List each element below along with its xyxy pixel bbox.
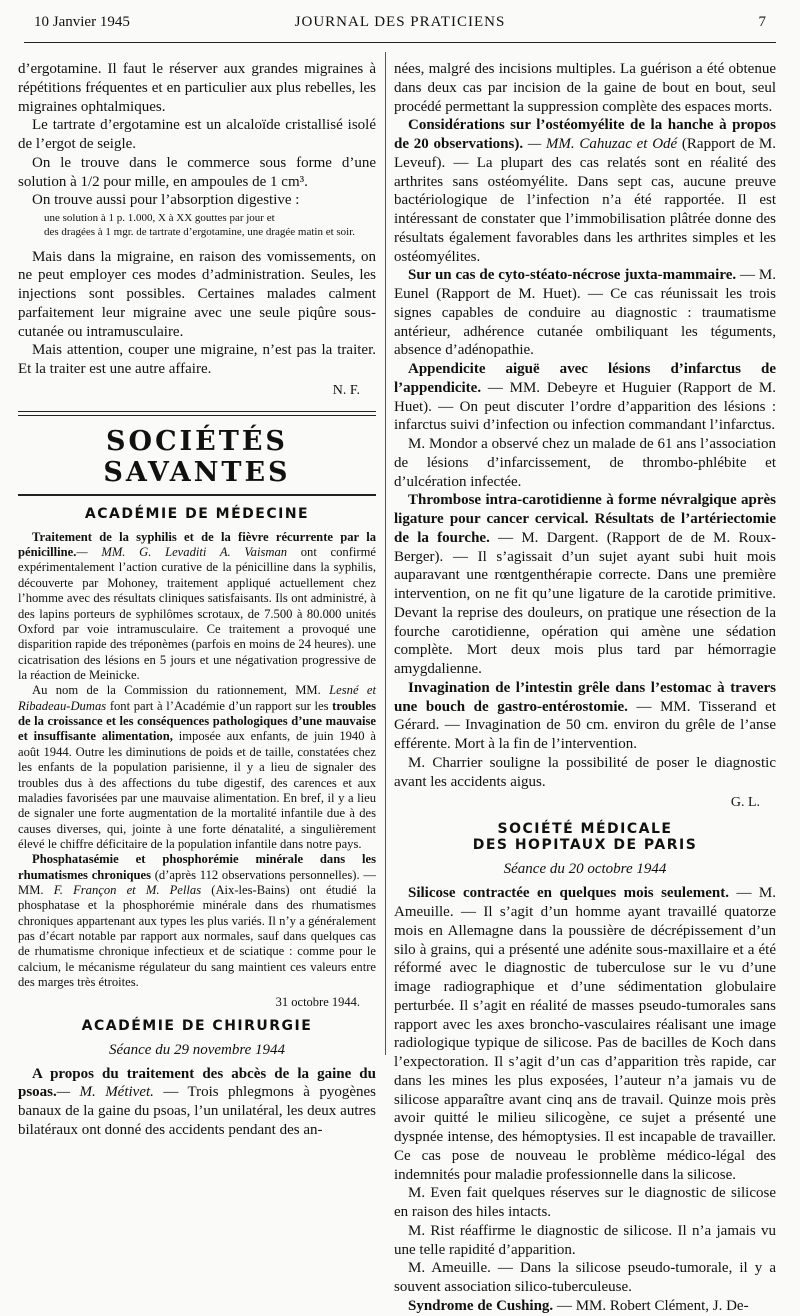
article-title: Phosphatasémie et phosphorémie minérale dans les rhumatismes chroniques — [18, 852, 376, 882]
article-title: Appendicite aiguë avec lésions d’infarctus de l’appendicite. — [394, 361, 776, 396]
paragraph: On le trouve dans le commerce sous forme d’une solution à 1/2 pour mille, en ampoules de 1 cm³. — [18, 154, 376, 190]
article — [394, 1297, 776, 1316]
article-text: — MM. Debeyre et Huguier (Rapport de M. Huet). — On peut discuter l’ordre d’apparition des lésions : infarctus suivi d’infection ou infection commandant l’infarctus. — [394, 379, 776, 434]
article-text: — M. Dargent. (Rapport de de M. Roux-Berger). — Il s’agissait d’un sujet ayant subi huit mois auparavant une rœntgenthérapie correcte. Dans une première intervention, on ne fit qu’une ligature de la carotide primitive. Devant la reprise des douleurs, on pratique une résection de la fourche carotidienne, opération qui amène une sédation complète. Mort deux mois plus tard par hémorragie amygdalienne. — [394, 529, 776, 677]
article-title: Thrombose intra-carotidienne à forme névralgique après ligature pour cancer cervical. Résultats de l’artériectomie de la fourche. — [394, 492, 776, 546]
article-text: (d’après 112 observations personnelles). — MM. — [18, 867, 376, 898]
article-text: (Rapport de M. Leveuf). — La plupart des cas relatés sont en réalité des arthrites sans ostéomyélite. Dans sept cas, aucune preuve bactériologique de l’infection n’a été rapportée. Il est intéressant de constater que l’immobilisation plâtrée donne des résultats également favorables dans les arthrites simples et les ostéomyélites. — [394, 136, 776, 265]
journal-title: JOURNAL DES PRATICIENS — [294, 14, 506, 30]
paragraph: d’ergotamine. Il faut le réserver aux grandes migraines à répétitions fréquentes et en particulier aux plus rebelles, les migraines ophtalmiques. — [18, 61, 376, 115]
prescription-block — [18, 212, 376, 240]
author-signature: G. L. — [730, 795, 760, 811]
article-text: (Aix-les-Bains) ont étudié la phosphatase et la phosphorémie minérale dans des rhumatismes chroniques appartenant aux types les plus variés. Il n’y a généralement pas d’écart notable par rapport aux normales, sauf dans quelques cas de rhumatisme chronique infectieux et de sciatique : comme pour le calcium, le mécanisme régulateur du sang maintient ces valeurs entre des marges très étroites. — [18, 883, 377, 990]
article-authors: — MM. G. Levaditi A. Vaisman — [76, 545, 288, 560]
section-title: SOCIÉTÉS SAVANTES — [103, 425, 291, 488]
header-date: 10 Janvier 1945 — [34, 14, 130, 30]
article-text: — M. Eunel (Rapport de M. Huet). — Ce cas réunissait les trois signes capables de conduire au diagnostic : traumatisme antérieur, adhérence cutanée ombiliquant les téguments, absence d’adénopathie. — [394, 267, 776, 359]
article-text: — Trois phlegmons à pyogènes banaux de la gaine du psoas, l’un unilatéral, les deux autres bilatéraux ont donné des accidents pendant des an- — [18, 1084, 376, 1138]
paragraph: nées, malgré des incisions multiples. La guérison a été obtenue dans deux cas par incision de la gaine de bout en bout, seul procédé permettant la suppression complète des espaces morts. — [394, 61, 776, 115]
article — [394, 360, 776, 435]
article — [394, 266, 776, 360]
paragraph: Le tartrate d’ergotamine est un alcaloïde cristallisé isolé de l’ergot de seigle. — [18, 117, 376, 152]
session-date: Séance du 20 octobre 1944 — [503, 861, 667, 878]
column-divider — [385, 52, 386, 1055]
article-title: Sur un cas de cyto-stéato-nécrose juxta-mammaire. — [408, 267, 737, 284]
article-title: A propos du traitement des abcès de la gaine du psoas. — [18, 1065, 376, 1101]
article-text: — MM. Tisserand et Gérard. — Invagination de 50 cm. environ du grêle de l’anse efférente. Mort à la fin de l’intervention. — [394, 698, 776, 752]
article — [18, 1065, 376, 1140]
article-authors: Lesné et Ribadeau-Dumas — [18, 683, 376, 713]
article-authors: — M. Métivet. — [56, 1084, 154, 1101]
session-date: Séance du 29 novembre 1944 — [108, 1041, 286, 1058]
article-title: Considérations sur l’ostéomyélite de la hanche à propos de 20 observations). — [394, 117, 776, 152]
page-header — [24, 14, 776, 40]
author-signature: N. F. — [332, 382, 360, 398]
article — [394, 884, 776, 1184]
article-authors: — MM. Cahuzac et Odé — [523, 136, 678, 152]
right-column — [394, 60, 776, 1314]
report-date: 31 octobre 1944. — [275, 994, 360, 1009]
left-column — [18, 60, 377, 1138]
article — [18, 530, 376, 684]
article-title: Silicose contractée en quelques mois seulement. — [408, 885, 729, 902]
article-authors: F. Françon et M. Pellas — [53, 883, 202, 898]
article-text: Au nom de la Commission du rationnement, MM. — [32, 683, 330, 698]
article — [18, 852, 376, 990]
article-text: — M. Ameuille. — Il s’agit d’un homme ayant travaillé quatorze mois en Allemagne dans la poussière de décrépissement d’un silo à grains, qui a présenté une adénite sous-maxillaire et a été réformé avec le diagnostic de tuberculose sur le vu d’une image radiographique et d’une sédimentation globulaire perturbée. Il s’agit en réalité de masses pseudo-tumorales sans rapport avec les axes broncho-vasculaires réalisant une image radiologique typique de silicose. Pas de bacilles de Koch dans l’expectoration. Il s’agit d’un cas d’apparition très rapide, car dans les mines les plus exposées, l’auteur n’a jamais vu de silicose apparaître avant cinq ans de travail. Quinze mois près avoir quitté le milieu silicogène, ce sujet a présenté une dyspnée intense, des hémoptysies. Il est incapable de travailler. Ce cas pose de nouveau le problème médico-légal des indemnités pour maladie professionnelle dans la silicose. — [394, 885, 776, 1183]
title-rule — [18, 494, 376, 496]
page-number: 7 — [758, 14, 766, 30]
article — [18, 683, 376, 852]
article — [394, 679, 776, 754]
article-text: font part à l’Académie d’un rapport sur les — [106, 698, 333, 713]
paragraph: M. Rist réaffirme le diagnostic de silicose. Il n’a jamais vu une telle rapidité d’apparition. — [394, 1222, 776, 1258]
paragraph: M. Even fait quelques réserves sur le diagnostic de silicose en raison des hiles intacts. — [394, 1185, 776, 1220]
academy-heading: ACADÉMIE DE CHIRURGIE — [81, 1017, 313, 1034]
paragraph: Mais dans la migraine, en raison des vomissements, on ne peut employer ces modes d’administration. Seules, les injections sont possibles. Certaines malades calment parfaitement leur migraine avec une seule piqûre sous-cutanée ou intramusculaire. — [18, 248, 376, 340]
article-text: ont confirmé expérimentalement l’action curative de la pénicilline dans la syphilis, découverte par Mohoney, traitement appliqué actuellement chez l’homme avec des résultats cliniques satisfaisants. Ils ont administré, à des lapins porteurs de syphilômes scrotaux, de 7.500 à 80.000 unités Oxford par voie intramusculaire. Ce traitement a provoqué une disparition rapide des tréponèmes (parfois en moins de 24 heures). une cicatrisation des lésions en 5 jours et une négativation progressive de la réaction de Meinicke. — [18, 545, 376, 682]
article-title: Invagination de l’intestin grêle dans l’estomac à travers une bouch de gastro-entérostomie. — [394, 679, 776, 715]
paragraph: M. Ameuille. — Dans la silicose pseudo-tumorale, il y a souvent association silico-tuberculeuse. — [394, 1260, 776, 1295]
article — [394, 491, 776, 679]
article-text: imposée aux enfants, de juin 1940 à août 1944. Outre les diminutions de poids et de taille, constatées chez les enfants de la population parisienne, il y a lieu de signaler des troubles dus à des affections du tube digestif, des carences et aux maladies favorisées par une mauvaise alimentation. En bref, il y a lieu de signaler une forte augmentation de la mortalité infantile due à des causes diverses, qui, jointe à une forte dénatalité, a singulièrement élevé le chiffre déficitaire de la population infantile dans notre pays. — [18, 729, 376, 851]
prescription-line: des dragées à 1 mgr. de tartrate d’ergotamine, une dragée matin et soir. — [44, 225, 356, 238]
paragraph: M. Charrier souligne la possibilité de poser le diagnostic avant les accidents aigus. — [394, 754, 776, 790]
academy-heading: ACADÉMIE DE MÉDECINE — [84, 505, 310, 522]
society-heading: SOCIÉTÉ MÉDICALE — [497, 821, 673, 838]
paragraph: Mais attention, couper une migraine, n’est pas la traiter. Et la traiter est une autre affaire. — [18, 342, 376, 377]
paragraph: M. Mondor a observé chez un malade de 61 ans l’association de lésions d’infarcissement, de thrombo-phlébite et d’ulcération infectée. — [394, 436, 776, 490]
prescription-line: une solution à 1 p. 1.000, X à XX gouttes par jour et — [44, 212, 275, 224]
article-text: — MM. Robert Clément, J. De- — [553, 1297, 749, 1314]
header-rule — [24, 42, 776, 43]
society-heading: DES HOPITAUX DE PARIS — [472, 837, 698, 854]
paragraph: On trouve aussi pour l’absorption digestive : — [32, 192, 300, 209]
article-title: Syndrome de Cushing. — [408, 1297, 554, 1314]
article-title: Traitement de la syphilis et de la fièvre récurrente par la pénicilline. — [18, 529, 376, 560]
article — [394, 116, 776, 266]
article-title: troubles de la croissance et les conséquences pathologiques d’une mauvaise et insuffisante alimentation, — [18, 698, 376, 744]
section-rule — [18, 411, 376, 416]
